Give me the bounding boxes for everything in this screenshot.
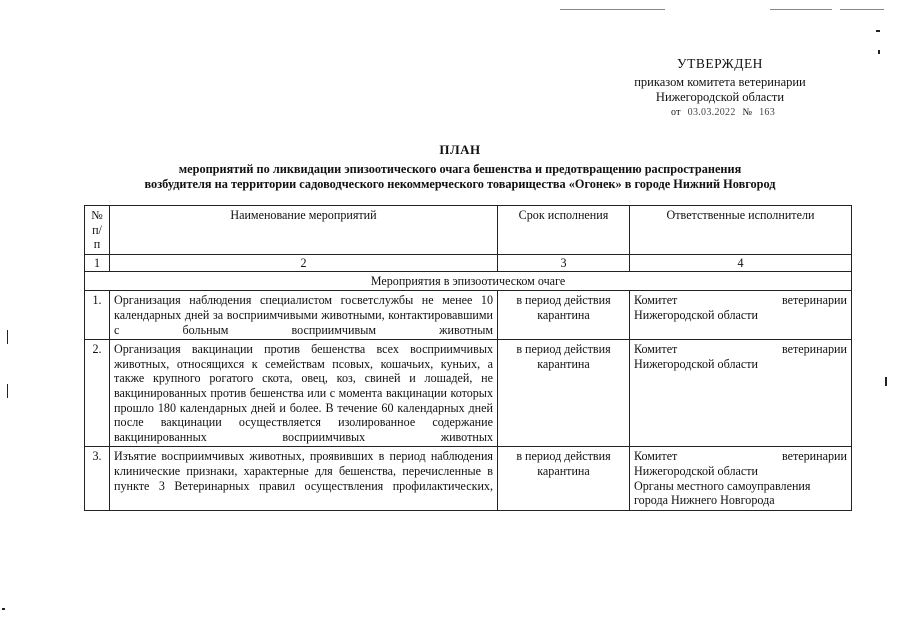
responsible-line: Комитет ветеринарии [634,293,847,308]
approval-number: 163 [759,107,776,118]
column-header-number: № п/п [85,206,110,255]
row-term: в период действия карантина [498,447,630,510]
row-activity: Изъятие восприимчивых животных, проявивших в период наблюдения клинические признаки, характерные для бешенства, перечисленные в пункте 3 Ветеринарных правил осуществления профилактических, [110,447,498,510]
row-responsible [630,291,852,340]
scan-speck [7,330,8,344]
table-row [85,340,852,447]
scan-edge-line [770,9,832,10]
table-header-row [85,206,852,255]
row-activity: Организация вакцинации против бешенства всех восприимчивых животных, относящихся к семействам псовых, кошачьих, куньих, а также крупного рогатого скота, овец, коз, свиней и лошадей, не вакцинированных против бешенства или с момента вакцинации которых прошло 180 календарных дней и более. В течение 60 календарных дней после вакцинации осуществляется изолированное содержание вакцинированных восприимчивых животных [110,340,498,447]
approval-heading: УТВЕРЖДЕН [677,56,763,71]
column-number: 3 [498,254,630,271]
column-number: 1 [85,254,110,271]
row-term: в период действия карантина [498,291,630,340]
row-responsible [630,447,852,510]
approval-block [600,56,840,120]
approval-line-2: Нижегородской области [655,90,785,104]
row-activity: Организация наблюдения специалистом госветслужбы не менее 10 календарных дней за восприимчивыми животными, контактировавшими с больным восприимчивым животным [110,291,498,340]
row-index: 2. [85,340,110,447]
table-row [85,291,852,340]
plan-table [84,205,852,511]
responsible-line: Нижегородской области [634,307,758,322]
column-header-activity: Наименование мероприятий [110,206,498,255]
section-row [85,271,852,291]
plan-title: ПЛАН [439,142,481,157]
scan-speck [2,608,5,610]
date-prefix: от [670,107,681,118]
title-block [60,142,860,192]
responsible-line: Нижегородской области [634,356,758,371]
responsible-line: города Нижнего Новгорода [634,493,775,508]
plan-subtitle-line-1: мероприятий по ликвидации эпизоотического очага бешенства и предотвращению распространения [178,162,742,176]
row-term: в период действия карантина [498,340,630,447]
scan-speck [7,384,8,398]
column-number: 2 [110,254,498,271]
responsible-line: Комитет ветеринарии [634,449,847,464]
scan-edge-line [840,9,884,10]
column-header-responsible: Ответственные исполнители [630,206,852,255]
responsible-line: Органы местного самоуправления [634,478,811,493]
scan-speck [878,50,880,54]
scan-edge-line [560,9,665,10]
plan-subtitle-line-2: возбудителя на территории садоводческого некоммерческого товарищества «Огонек» в городе Нижний Новгород [144,177,776,191]
column-header-term: Срок исполнения [498,206,630,255]
approval-line-1: приказом комитета ветеринарии [634,75,806,89]
row-index: 3. [85,447,110,510]
responsible-line: Комитет ветеринарии [634,342,847,357]
section-heading: Мероприятия в эпизоотическом очаге [85,271,852,291]
number-sign: № [742,107,753,118]
approval-date-line [600,105,840,120]
column-number-row [85,254,852,271]
row-index: 1. [85,291,110,340]
column-number: 4 [630,254,852,271]
approval-date: 03.03.2022 [687,107,736,118]
responsible-line: Нижегородской области [634,463,758,478]
scan-speck [885,377,887,386]
row-responsible [630,340,852,447]
scan-speck [876,30,880,32]
table-row [85,447,852,510]
